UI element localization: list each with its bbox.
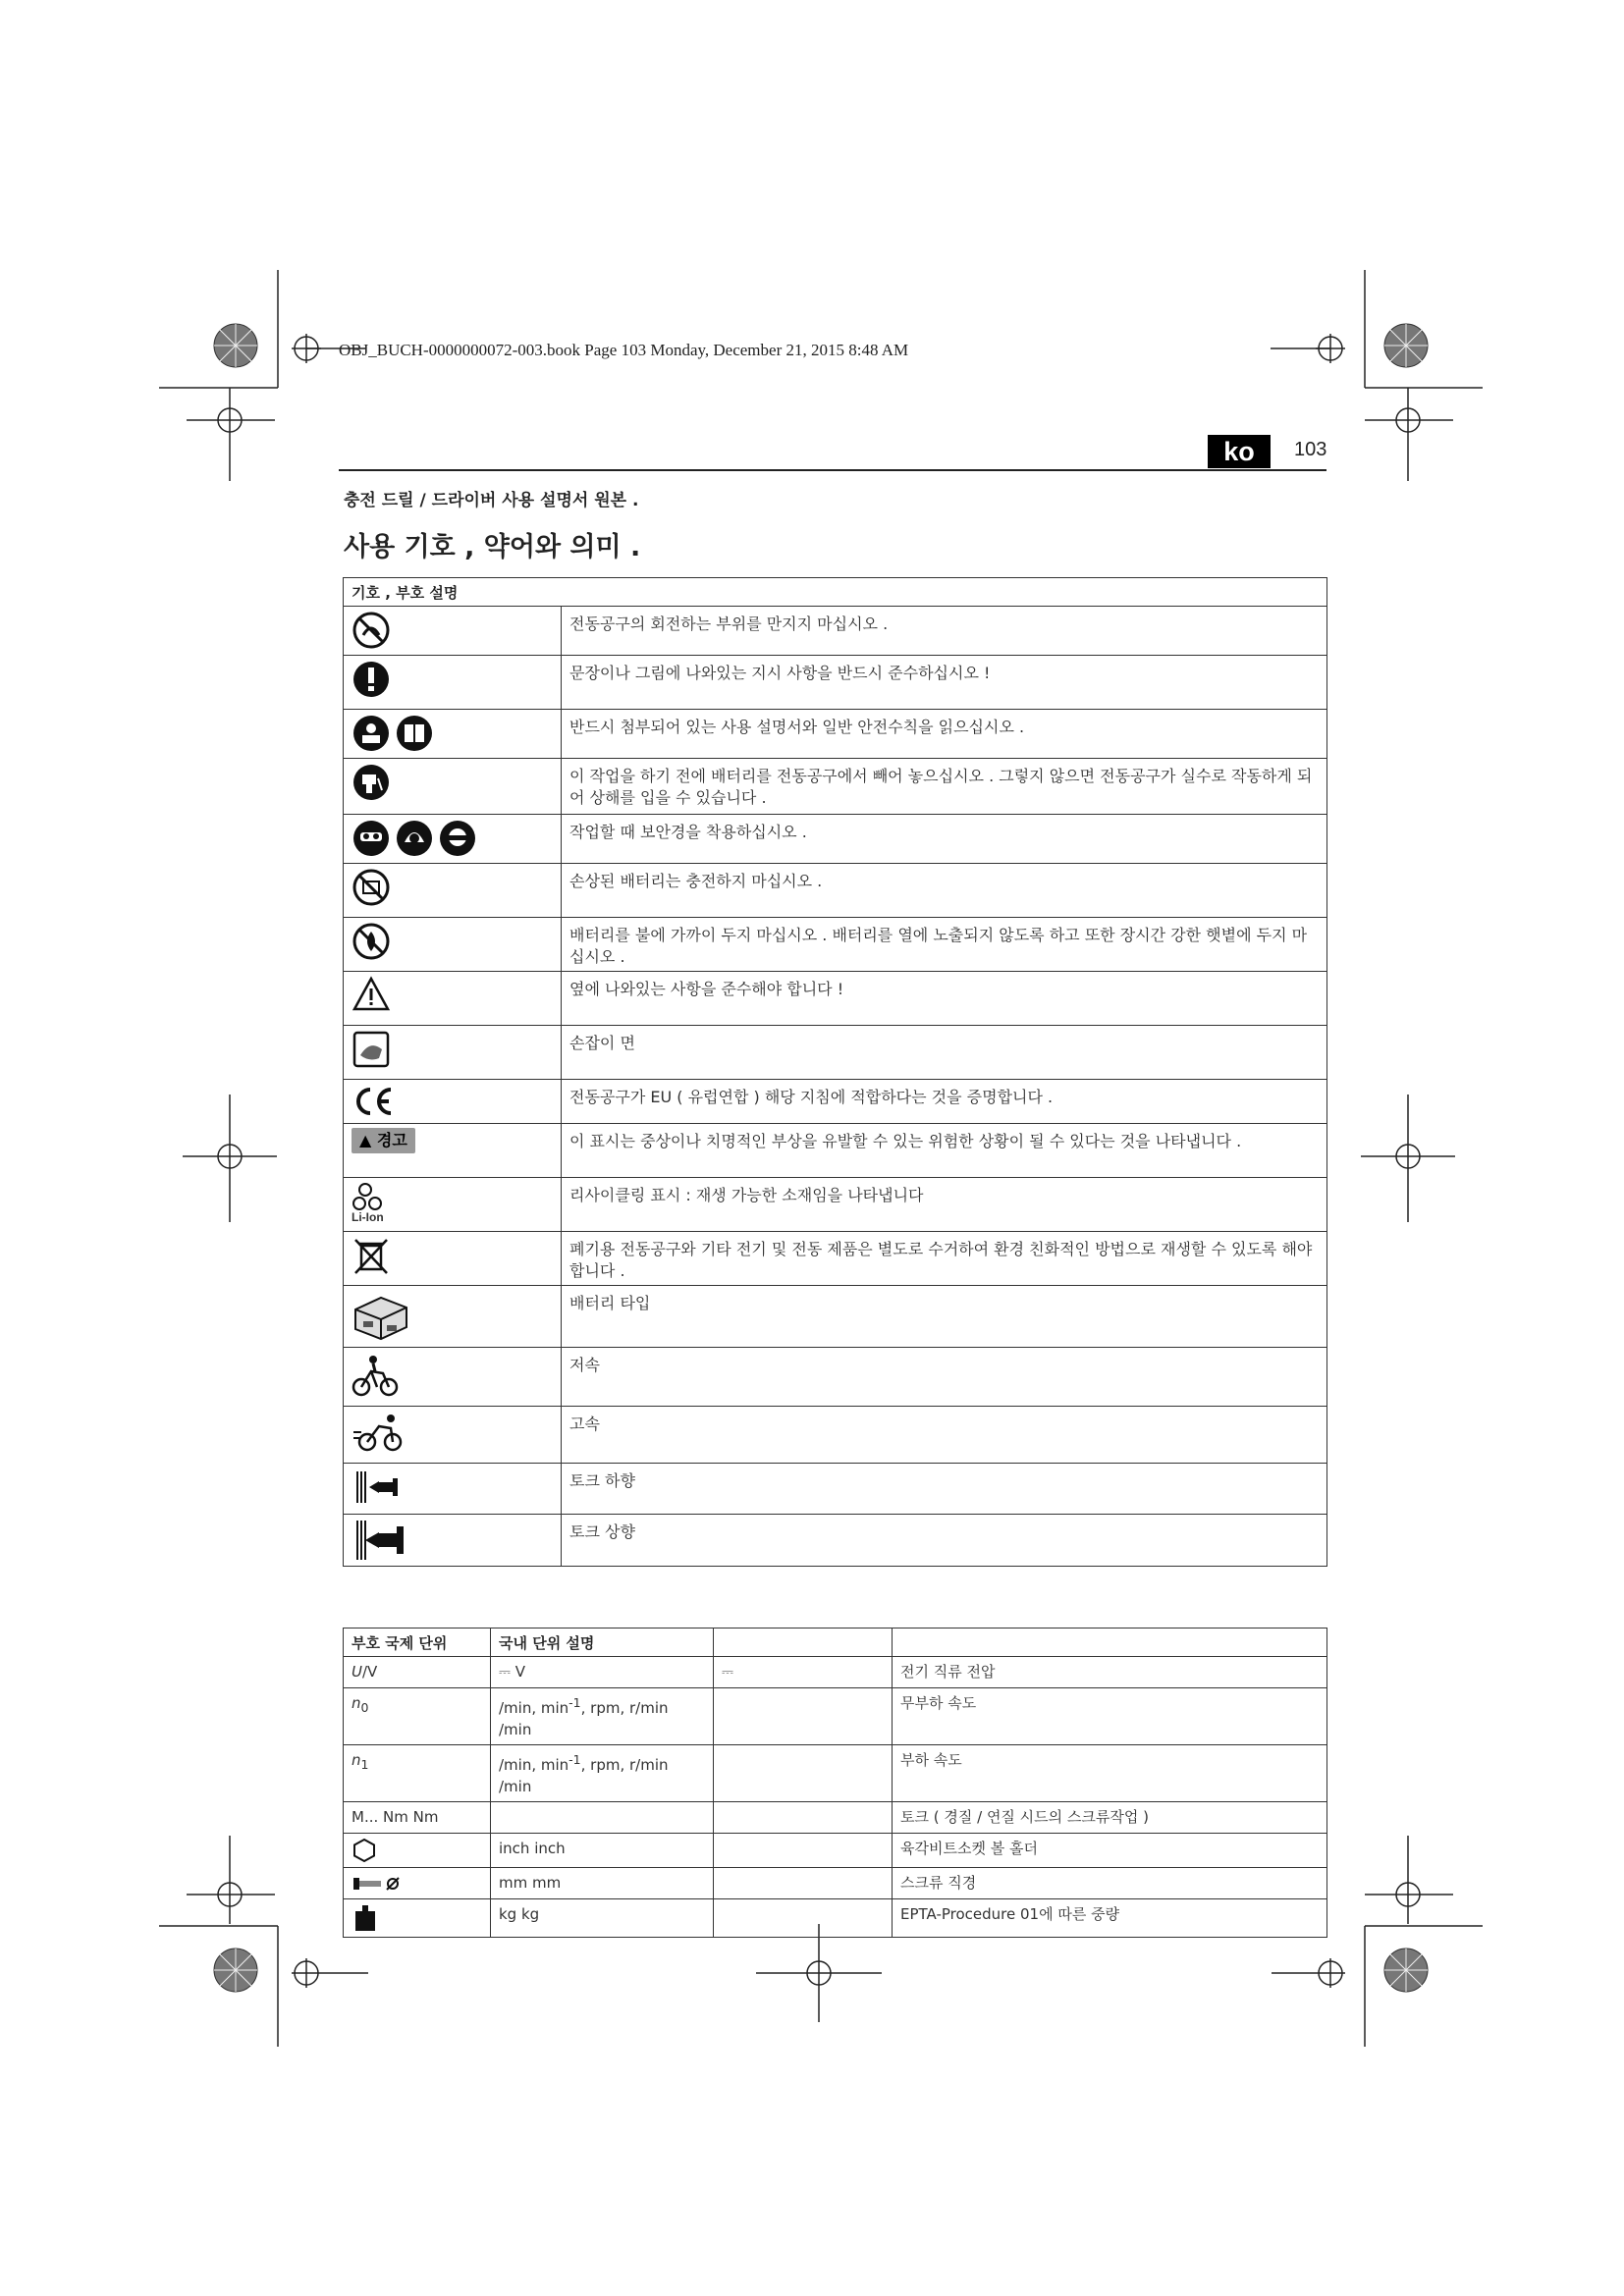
description-cell: 전동공구의 회전하는 부위를 만지지 마십시오 . xyxy=(562,607,1327,656)
table-row xyxy=(344,1688,1327,1745)
units-cell-col3 xyxy=(714,1899,893,1938)
units-cell-col4: EPTA-Procedure 01에 따른 중량 xyxy=(893,1899,1327,1938)
units-header-col1: 부호 국제 단위 xyxy=(344,1629,491,1657)
symbol-cell xyxy=(344,815,562,864)
high-speed-bicycle-icon xyxy=(352,1422,410,1441)
table-row xyxy=(344,1657,1327,1688)
description-cell: 배터리를 불에 가까이 두지 마십시오 . 배터리를 열에 노출되지 않도록 하고 또한 장시간 강한 햇볕에 두지 마십시오 . xyxy=(562,918,1327,972)
units-cell-col1: M... Nm Nm xyxy=(344,1802,491,1834)
table-row xyxy=(344,1515,1327,1567)
units-cell-col4: 무부하 속도 xyxy=(893,1688,1327,1745)
table-row xyxy=(344,1407,1327,1464)
description-cell: 토크 상향 xyxy=(562,1515,1327,1567)
symbol-cell xyxy=(344,710,562,759)
description-cell: 손상된 배터리는 충전하지 마십시오 . xyxy=(562,864,1327,918)
symbol-cell xyxy=(344,1515,562,1567)
no-charge-damaged-battery-icon xyxy=(352,878,395,896)
units-cell-col4: 스크류 직경 xyxy=(893,1868,1327,1899)
warning-label-text: ▲ 경고 xyxy=(352,1128,415,1153)
battery-pack-icon xyxy=(352,1307,414,1325)
section-title: 사용 기호 , 약어와 의미 . xyxy=(344,532,641,562)
page-number: 103 xyxy=(1294,439,1327,460)
recycling-liion-icon xyxy=(352,1187,553,1224)
units-cell-col1: $n_0$ xyxy=(344,1688,491,1745)
symbol-cell xyxy=(344,1348,562,1407)
description-cell: 리사이클링 표시 : 재생 가능한 소재임을 나타냅니다 xyxy=(562,1178,1327,1232)
symbol-cell xyxy=(344,918,562,972)
description-cell: 반드시 첨부되어 있는 사용 설명서와 일반 안전수칙을 읽으십시오 . xyxy=(562,710,1327,759)
liion-label: Li-Ion xyxy=(352,1210,384,1224)
table-row xyxy=(344,815,1327,864)
units-cell-col4: 토크 ( 경질 / 연질 시드의 스크류작업 ) xyxy=(893,1802,1327,1834)
hand-grip-icon xyxy=(352,1040,395,1058)
document-subtitle: 충전 드릴 / 드라이버 사용 설명서 원본 . xyxy=(344,491,639,510)
header-rule xyxy=(339,469,1326,471)
units-cell-col4: 부하 속도 xyxy=(893,1745,1327,1802)
language-badge: ko xyxy=(1208,435,1271,468)
description-cell: 문장이나 그림에 나와있는 지시 사항을 반드시 준수하십시오 ! xyxy=(562,656,1327,710)
units-cell-col2: /min, $\min^{-1}$, rpm, r/min /min xyxy=(491,1745,714,1802)
description-cell: 전동공구가 EU ( 유럽연합 ) 해당 지침에 적합하다는 것을 증명합니다 . xyxy=(562,1080,1327,1124)
table-row xyxy=(344,1868,1327,1899)
symbol-cell xyxy=(344,656,562,710)
table-row xyxy=(344,710,1327,759)
units-cell-col3 xyxy=(714,1688,893,1745)
units-cell-col2: ⎓ V xyxy=(491,1657,714,1688)
table-row xyxy=(344,918,1327,972)
units-cell-col3 xyxy=(714,1802,893,1834)
table-row xyxy=(344,1178,1327,1232)
symbol-cell xyxy=(344,759,562,815)
description-cell: 옆에 나와있는 사항을 준수해야 합니다 ! xyxy=(562,972,1327,1026)
table-row xyxy=(344,759,1327,815)
crossed-bin-icon xyxy=(352,1247,395,1265)
book-header: OBJ_BUCH-0000000072-003.book Page 103 Monday, December 21, 2015 8:48 AM xyxy=(339,341,909,359)
units-cell-col1 xyxy=(344,1899,491,1938)
units-cell-col2: /min, $\min^{-1}$, rpm, r/min /min xyxy=(491,1688,714,1745)
units-cell-col1: $n_1$ xyxy=(344,1745,491,1802)
description-cell: 이 표시는 중상이나 치명적인 부상을 유발할 수 있는 위험한 상황이 될 수 있다는 것을 나타냅니다 . xyxy=(562,1124,1327,1178)
read-manual-icon xyxy=(352,723,438,742)
symbol-cell xyxy=(344,1286,562,1348)
symbols-table xyxy=(343,577,1327,1567)
units-cell-col2 xyxy=(491,1802,714,1834)
symbol-cell xyxy=(344,1178,562,1232)
table-row xyxy=(344,1348,1327,1407)
units-cell-col1 xyxy=(344,1834,491,1868)
units-cell-col3: ⎓ xyxy=(714,1657,893,1688)
table-row xyxy=(344,1232,1327,1286)
units-cell-col3 xyxy=(714,1745,893,1802)
hex-socket-icon xyxy=(352,1842,381,1859)
table-row xyxy=(344,607,1327,656)
safety-goggles-icon xyxy=(352,828,481,847)
symbol-cell xyxy=(344,1407,562,1464)
symbol-cell xyxy=(344,1232,562,1286)
symbol-cell xyxy=(344,972,562,1026)
description-cell: 폐기용 전동공구와 기타 전기 및 전동 제품은 별도로 수거하여 환경 친화적인 방법으로 재생할 수 있도록 해야 합니다 . xyxy=(562,1232,1327,1286)
warning-label-icon xyxy=(352,1131,415,1149)
description-cell: 배터리 타입 xyxy=(562,1286,1327,1348)
units-cell-col1: U/V xyxy=(344,1657,491,1688)
table-row xyxy=(344,1464,1327,1515)
low-speed-bicycle-icon xyxy=(352,1365,405,1384)
ce-mark-icon xyxy=(352,1092,399,1110)
table-row xyxy=(344,1802,1327,1834)
table-row xyxy=(344,864,1327,918)
no-touch-rotating-icon xyxy=(352,620,395,639)
units-header-col3 xyxy=(714,1629,893,1657)
mandatory-icon xyxy=(352,669,395,688)
description-cell: 이 작업을 하기 전에 배터리를 전동공구에서 빼어 놓으십시오 . 그렇지 않으면 전동공구가 실수로 작동하게 되어 상해를 입을 수 있습니다 . xyxy=(562,759,1327,815)
table-row xyxy=(344,1124,1327,1178)
units-cell-col4: 육각비트소켓 볼 홀더 xyxy=(893,1834,1327,1868)
units-cell-col3 xyxy=(714,1868,893,1899)
symbol-cell xyxy=(344,1464,562,1515)
description-cell: 고속 xyxy=(562,1407,1327,1464)
symbol-cell xyxy=(344,864,562,918)
table-row xyxy=(344,1834,1327,1868)
symbol-cell xyxy=(344,1026,562,1080)
table-header-row xyxy=(344,578,1327,607)
no-fire-battery-icon xyxy=(352,932,395,950)
description-cell: 작업할 때 보안경을 착용하십시오 . xyxy=(562,815,1327,864)
units-cell-col3 xyxy=(714,1834,893,1868)
remove-battery-icon xyxy=(352,773,395,791)
symbol-cell xyxy=(344,1080,562,1124)
table-row xyxy=(344,1080,1327,1124)
units-table xyxy=(343,1628,1327,1938)
weight-icon xyxy=(352,1909,383,1927)
screw-diameter-icon xyxy=(352,1874,405,1892)
units-cell-col2: inch inch xyxy=(491,1834,714,1868)
units-cell-col2: mm mm xyxy=(491,1868,714,1899)
table-row xyxy=(344,1899,1327,1938)
description-cell: 손잡이 면 xyxy=(562,1026,1327,1080)
units-cell-col2: kg kg xyxy=(491,1899,714,1938)
symbol-cell xyxy=(344,607,562,656)
low-torque-screw-icon xyxy=(352,1477,406,1496)
table-row xyxy=(344,656,1327,710)
table-row xyxy=(344,1026,1327,1080)
table-row xyxy=(344,1286,1327,1348)
units-header-col2: 국내 단위 설명 xyxy=(491,1629,714,1657)
units-cell-col1 xyxy=(344,1868,491,1899)
high-torque-screw-icon xyxy=(352,1530,414,1549)
symbol-cell xyxy=(344,1124,562,1178)
table-row xyxy=(344,972,1327,1026)
table-header-row xyxy=(344,1629,1327,1657)
warning-triangle-icon xyxy=(352,985,395,1003)
description-cell: 토크 하향 xyxy=(562,1464,1327,1515)
table-row xyxy=(344,1745,1327,1802)
units-header-col4 xyxy=(893,1629,1327,1657)
units-cell-col4: 전기 직류 전압 xyxy=(893,1657,1327,1688)
table-header: 기호 , 부호 설명 xyxy=(344,578,1327,607)
description-cell: 저속 xyxy=(562,1348,1327,1407)
